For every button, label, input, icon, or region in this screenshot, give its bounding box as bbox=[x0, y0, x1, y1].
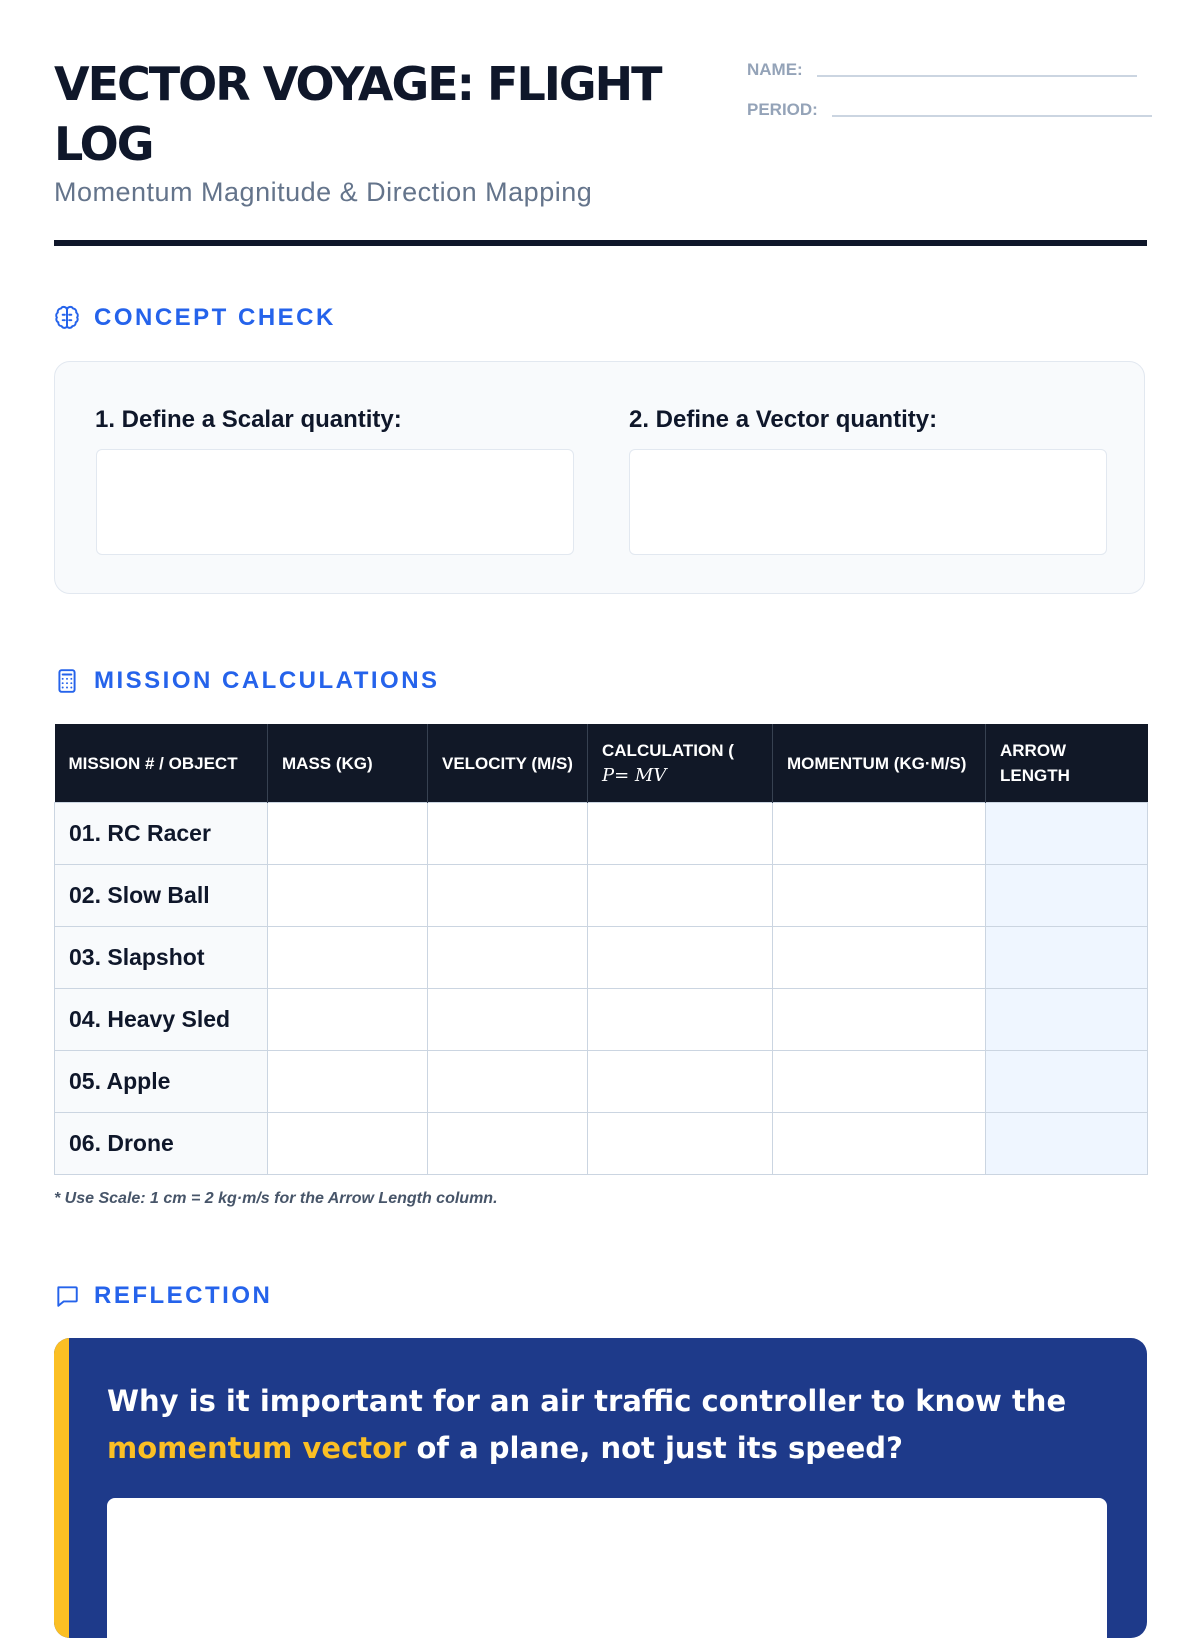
table-header-row bbox=[55, 724, 1148, 803]
worksheet-header bbox=[54, 0, 1147, 250]
period-field bbox=[747, 100, 1152, 120]
worksheet-page bbox=[54, 0, 1147, 1465]
calculation-cell[interactable] bbox=[588, 865, 773, 927]
arrow-length-cell[interactable] bbox=[986, 1051, 1148, 1113]
object-cell: 03. Slapshot bbox=[55, 927, 268, 989]
concept-check-box bbox=[54, 361, 1145, 594]
velocity-cell[interactable] bbox=[428, 1113, 588, 1175]
concept-check-title: CONCEPT CHECK bbox=[94, 304, 336, 331]
mass-cell[interactable] bbox=[268, 1051, 428, 1113]
column-header-object: MISSION # / OBJECT bbox=[55, 724, 268, 803]
table-row bbox=[55, 865, 1148, 927]
mission-calculations-table bbox=[54, 724, 1148, 1175]
column-header-velocity: VELOCITY (M/S) bbox=[428, 724, 588, 803]
column-header-arrow-length: ARROW LENGTH bbox=[986, 724, 1148, 803]
momentum-cell[interactable] bbox=[773, 803, 986, 865]
velocity-cell[interactable] bbox=[428, 803, 588, 865]
chat-bubble-icon bbox=[54, 1283, 80, 1309]
mass-cell[interactable] bbox=[268, 803, 428, 865]
momentum-formula: P= MV bbox=[602, 765, 667, 786]
calculator-icon bbox=[54, 668, 80, 694]
concept-check-heading bbox=[54, 304, 336, 332]
calculation-cell[interactable] bbox=[588, 1113, 773, 1175]
table-row bbox=[55, 927, 1148, 989]
vector-answer-box[interactable] bbox=[629, 449, 1107, 555]
reflection-question-part2: of a plane, not just its speed? bbox=[406, 1431, 903, 1465]
reflection-accent-bar bbox=[54, 1338, 69, 1638]
mission-calculations-title: MISSION CALCULATIONS bbox=[94, 667, 440, 694]
momentum-cell[interactable] bbox=[773, 865, 986, 927]
momentum-cell[interactable] bbox=[773, 989, 986, 1051]
column-header-momentum: MOMENTUM (KG·M/S) bbox=[773, 724, 986, 803]
column-header-mass: MASS (KG) bbox=[268, 724, 428, 803]
object-cell: 01. RC Racer bbox=[55, 803, 268, 865]
velocity-cell[interactable] bbox=[428, 927, 588, 989]
velocity-cell[interactable] bbox=[428, 989, 588, 1051]
reflection-question bbox=[107, 1378, 1067, 1472]
period-input-line[interactable] bbox=[832, 114, 1152, 117]
arrow-length-cell[interactable] bbox=[986, 927, 1148, 989]
calculation-cell[interactable] bbox=[588, 927, 773, 989]
object-cell: 02. Slow Ball bbox=[55, 865, 268, 927]
scalar-question: 1. Define a Scalar quantity: bbox=[95, 406, 402, 433]
reflection-title: REFLECTION bbox=[94, 1282, 273, 1309]
table-row bbox=[55, 1051, 1148, 1113]
brain-icon bbox=[54, 305, 80, 331]
table-row bbox=[55, 989, 1148, 1051]
calculation-cell[interactable] bbox=[588, 803, 773, 865]
vector-question: 2. Define a Vector quantity: bbox=[629, 406, 938, 433]
velocity-cell[interactable] bbox=[428, 1051, 588, 1113]
arrow-length-cell[interactable] bbox=[986, 865, 1148, 927]
table-row bbox=[55, 803, 1148, 865]
reflection-question-highlight: momentum vector bbox=[107, 1431, 407, 1465]
velocity-cell[interactable] bbox=[428, 865, 588, 927]
mass-cell[interactable] bbox=[268, 927, 428, 989]
scale-note: * Use Scale: 1 cm = 2 kg·m/s for the Arrow Length column. bbox=[54, 1190, 498, 1207]
name-input-line[interactable] bbox=[817, 74, 1137, 77]
object-cell: 06. Drone bbox=[55, 1113, 268, 1175]
momentum-cell[interactable] bbox=[773, 1113, 986, 1175]
mass-cell[interactable] bbox=[268, 865, 428, 927]
arrow-length-cell[interactable] bbox=[986, 1113, 1148, 1175]
object-cell: 04. Heavy Sled bbox=[55, 989, 268, 1051]
arrow-length-cell[interactable] bbox=[986, 989, 1148, 1051]
reflection-box bbox=[54, 1338, 1147, 1638]
table-row bbox=[55, 1113, 1148, 1175]
calculation-cell[interactable] bbox=[588, 1051, 773, 1113]
mission-calculations-heading bbox=[54, 667, 440, 695]
name-field bbox=[747, 60, 1137, 80]
column-header-calculation bbox=[588, 724, 773, 803]
momentum-cell[interactable] bbox=[773, 927, 986, 989]
mass-cell[interactable] bbox=[268, 989, 428, 1051]
page-title: VECTOR VOYAGE: FLIGHT LOG bbox=[54, 57, 661, 171]
scalar-answer-box[interactable] bbox=[96, 449, 574, 555]
arrow-length-cell[interactable] bbox=[986, 803, 1148, 865]
momentum-cell[interactable] bbox=[773, 1051, 986, 1113]
reflection-question-part1: Why is it important for an air traffic controller to know the bbox=[107, 1384, 1067, 1418]
page-subtitle: Momentum Magnitude & Direction Mapping bbox=[54, 177, 593, 207]
period-label: PERIOD: bbox=[747, 100, 818, 119]
header-divider bbox=[54, 240, 1147, 246]
reflection-heading bbox=[54, 1282, 272, 1310]
mass-cell[interactable] bbox=[268, 1113, 428, 1175]
name-label: NAME: bbox=[747, 60, 803, 79]
calculation-cell[interactable] bbox=[588, 989, 773, 1051]
calculation-header-label: CALCULATION ( bbox=[602, 741, 734, 760]
object-cell: 05. Apple bbox=[55, 1051, 268, 1113]
reflection-answer-box[interactable] bbox=[107, 1498, 1107, 1638]
